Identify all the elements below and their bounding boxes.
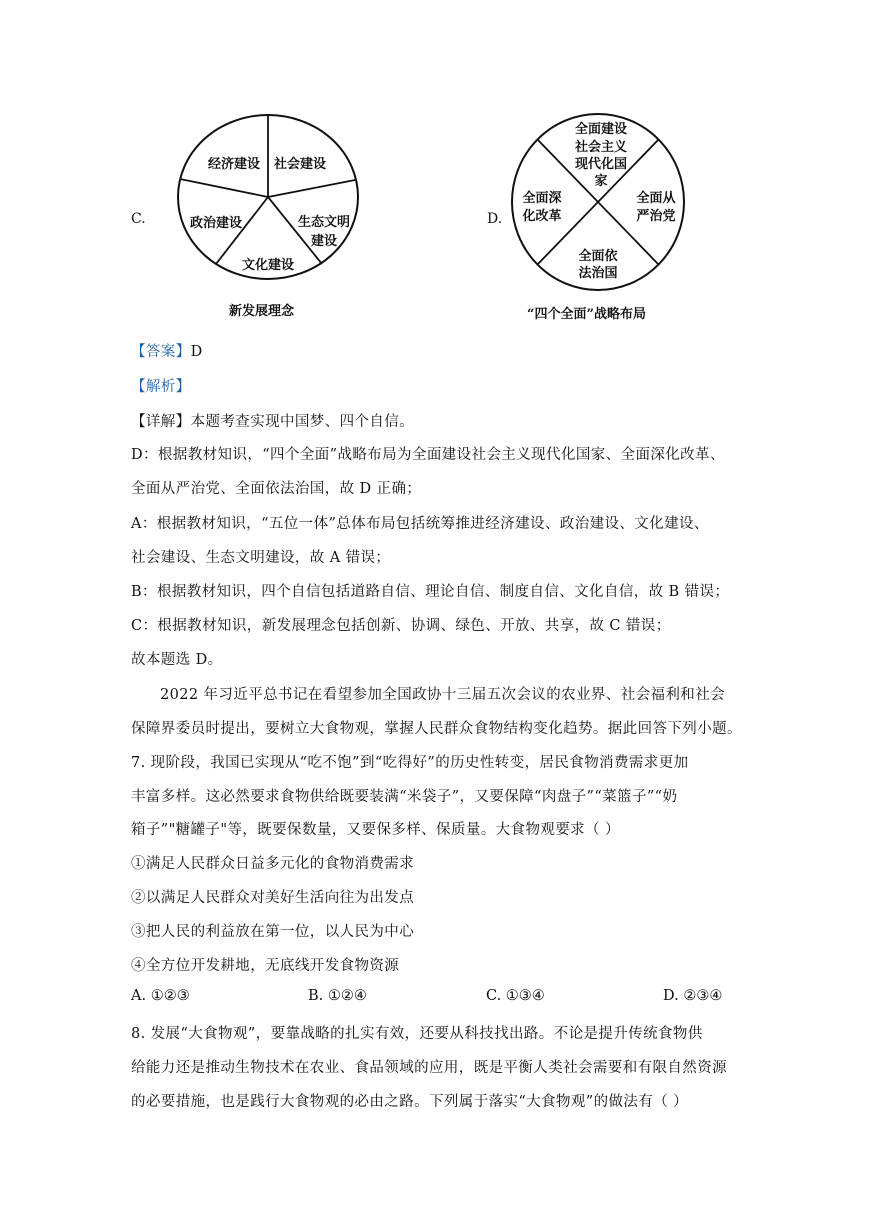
option-d-pie-diagram <box>508 110 688 295</box>
sector-politics: 政治建设 <box>189 216 243 231</box>
sector-build-line1: 全面建设 <box>574 122 628 137</box>
sector-ecology-line2: 建设 <box>310 234 338 249</box>
explanation-line: C：根据教材知识，新发展理念包括创新、协调、绿色、开放、共享，故 C 错误； <box>131 618 671 634</box>
material-line: 2022 年习近平总书记在看望参加全国政协十三届五次会议的农业界、社会福利和社会 <box>160 687 726 703</box>
sector-build-line4: 家 <box>594 174 608 189</box>
sector-economic: 经济建设 <box>207 157 261 172</box>
q8-stem-line: 8. 发展“大食物观”，要靠战略的扎实有效，还要从科技找出路。不论是提升传统食物供 <box>131 1026 703 1042</box>
sector-culture: 文化建设 <box>241 258 295 273</box>
analysis-tag: 【解析】 <box>131 379 191 395</box>
sector-reform-line1: 全面深 <box>522 191 562 206</box>
q7-choice-c[interactable]: C. ①③④ <box>486 988 545 1004</box>
q8-stem-line: 给能力还是推动生物技术在农业、食品领域的应用，既是平衡人类社会需要和有限自然资源 <box>131 1060 727 1076</box>
explanation-line: 全面从严治党、全面依法治国，故 D 正确； <box>131 481 422 497</box>
option-c-caption: 新发展理念 <box>229 304 295 319</box>
explanation-line: B：根据教材知识，四个自信包括道路自信、理论自信、制度自信、文化自信，故 B 错误； <box>131 584 730 600</box>
sector-party-line2: 严治党 <box>636 209 676 224</box>
material-line: 保障界委员时提出，要树立大食物观，掌握人民群众食物结构变化趋势。据此回答下列小题。 <box>131 721 742 737</box>
q8-stem-line: 的必要措施，也是践行大食物观的必由之路。下列属于落实“大食物观”的做法有（ ） <box>131 1094 689 1110</box>
sector-social: 社会建设 <box>273 157 327 172</box>
explanation-line: 【详解】本题考查实现中国梦、四个自信。 <box>131 414 415 430</box>
q7-stem-line: 箱子”"糖罐子"等，既要保数量，又要保多样、保质量。大食物观要求（ ） <box>131 822 620 838</box>
q7-choice-b[interactable]: B. ①②④ <box>308 988 367 1004</box>
explanation-line: D：根据教材知识，“四个全面”战略布局为全面建设社会主义现代化国家、全面深化改革、 <box>131 447 725 463</box>
sector-law-line1: 全面依 <box>578 249 618 264</box>
sector-build-line3: 现代化国 <box>574 157 628 172</box>
sector-ecology-line1: 生态文明 <box>297 215 351 230</box>
answer-line <box>131 340 203 361</box>
option-c-pie-diagram <box>176 112 362 282</box>
option-d-caption: “四个全面”战略布局 <box>527 307 646 322</box>
explanation-line: A：根据教材知识，“五位一体”总体布局包括统筹推进经济建设、政治建设、文化建设、 <box>131 516 709 532</box>
q7-choice-a[interactable]: A. ①②③ <box>131 988 190 1004</box>
sector-reform-line2: 化改革 <box>522 209 562 224</box>
q7-stem-line: 丰富多样。这必然要求食物供给既要装满“米袋子”，又要保障“肉盘子”“菜篮子”“奶 <box>131 789 678 805</box>
sector-party-line1: 全面从 <box>636 191 676 206</box>
q7-item: ①满足人民群众日益多元化的食物消费需求 <box>131 856 415 872</box>
q7-stem-line: 7. 现阶段，我国已实现从“吃不饱”到“吃得好”的历史性转变，居民食物消费需求更加 <box>131 755 689 771</box>
option-c-letter: C. <box>131 211 146 227</box>
q7-item: ③把人民的利益放在第一位，以人民为中心 <box>131 924 415 940</box>
option-d-letter: D. <box>487 211 503 227</box>
sector-law-line2: 法治国 <box>578 266 618 281</box>
sector-build-line2: 社会主义 <box>574 140 628 155</box>
answer-tag: 【答案】 <box>131 344 191 360</box>
q7-choice-d[interactable]: D. ②③④ <box>663 988 723 1004</box>
explanation-line: 社会建设、生态文明建设，故 A 错误； <box>131 550 391 566</box>
q7-item: ②以满足人民群众对美好生活向往为出发点 <box>131 890 415 906</box>
explanation-line: 故本题选 D。 <box>131 652 223 668</box>
answer-value: D <box>190 344 203 360</box>
q7-item: ④全方位开发耕地，无底线开发食物资源 <box>131 958 400 974</box>
